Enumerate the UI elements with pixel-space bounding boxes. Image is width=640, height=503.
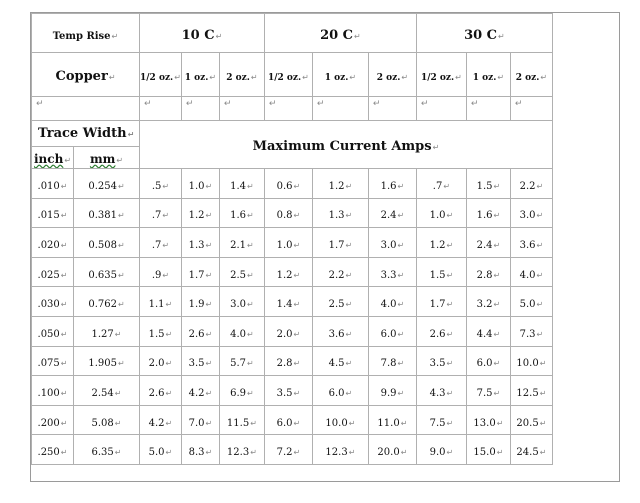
current-value: 2.0	[276, 328, 293, 340]
current-value: 2.4	[476, 239, 493, 251]
current-value-cell: 1.6↵	[466, 198, 510, 228]
current-value-cell: 2.0↵	[264, 316, 312, 346]
current-value-cell: 4.2↵	[181, 376, 219, 406]
trace-width-mm: 0.635	[88, 269, 117, 281]
current-value: 1.5	[148, 328, 165, 340]
current-value: 12.3	[325, 447, 348, 459]
current-value: 2.6	[148, 387, 165, 399]
current-value: 4.0	[519, 269, 536, 281]
temp-rise-cell: Temp Rise↵	[32, 14, 140, 53]
current-value-cell: 12.3↵	[312, 435, 368, 465]
current-value-cell: 6.9↵	[219, 376, 264, 406]
current-value-cell: 2.6↵	[140, 376, 182, 406]
current-value: 7.8	[380, 358, 397, 370]
current-value: 4.2	[148, 417, 165, 429]
current-value: 8.3	[188, 447, 205, 459]
trace-width-inch: .050	[37, 328, 60, 340]
current-value-cell: 7.0↵	[181, 405, 219, 435]
trace-width-inch-cell: .100↵	[32, 376, 74, 406]
trace-width-mm: 0.254	[88, 180, 117, 192]
current-value: 2.6	[429, 328, 446, 340]
current-value-cell: 7.3↵	[510, 316, 552, 346]
current-value-cell: 1.6↵	[368, 169, 416, 199]
current-value: 13.0	[473, 417, 496, 429]
current-value-cell: 4.3↵	[416, 376, 466, 406]
copper-weight-cell: 1 oz.↵	[181, 53, 219, 97]
current-value-cell: 7.5↵	[416, 405, 466, 435]
current-value: 4.0	[380, 299, 397, 311]
current-value-cell: 1.5↵	[140, 316, 182, 346]
current-value: 3.5	[188, 358, 205, 370]
current-value: 1.5	[429, 269, 446, 281]
current-value-cell: .9↵	[140, 257, 182, 287]
trace-width-mm: 0.508	[88, 239, 117, 251]
table-row	[32, 346, 553, 376]
trace-width-inch-cell: .030↵	[32, 287, 74, 317]
current-value: 7.3	[519, 328, 536, 340]
blank-cell: ↵	[32, 97, 140, 121]
copper-label: Copper	[55, 69, 108, 84]
current-value: 20.5	[516, 417, 539, 429]
trace-width-row	[32, 121, 553, 147]
current-value-cell: 10.0↵	[312, 405, 368, 435]
blank-cell: ↵	[219, 97, 264, 121]
trace-width-mm: 1.27	[91, 328, 114, 340]
current-value: 1.4	[276, 299, 293, 311]
current-value: 2.8	[276, 358, 293, 370]
current-value-cell: 2.1↵	[219, 228, 264, 258]
current-value: 1.3	[328, 210, 345, 222]
current-value-cell: 20.0↵	[368, 435, 416, 465]
trace-width-mm-cell: 5.08↵	[74, 405, 140, 435]
trace-width-inch: .075	[37, 358, 60, 370]
blank-cell: ↵	[368, 97, 416, 121]
current-value: 3.6	[519, 239, 536, 251]
current-value-cell: 2.4↵	[466, 228, 510, 258]
trace-width-inch-cell: .075↵	[32, 346, 74, 376]
current-value-cell: 1.2↵	[312, 169, 368, 199]
table-row	[32, 228, 553, 258]
current-value-cell: 7.5↵	[466, 376, 510, 406]
table-row	[32, 405, 553, 435]
trace-width-inch-cell: .050↵	[32, 316, 74, 346]
current-value-cell: 4.0↵	[510, 257, 552, 287]
current-value-cell: 5.0↵	[510, 287, 552, 317]
current-value: .5	[151, 180, 162, 192]
current-value-cell: 1.9↵	[181, 287, 219, 317]
copper-cell: Copper↵	[32, 53, 140, 97]
current-value: 2.1	[230, 239, 246, 251]
current-value: 4.4	[476, 328, 493, 340]
current-value-cell: 15.0↵	[466, 435, 510, 465]
current-value: 2.2	[328, 269, 345, 281]
current-value-cell: 3.0↵	[368, 228, 416, 258]
current-value-cell: 2.2↵	[312, 257, 368, 287]
current-value: 7.0	[188, 417, 205, 429]
trace-width-inch: .025	[37, 269, 60, 281]
table-row	[32, 257, 553, 287]
current-value-cell: .7↵	[140, 228, 182, 258]
current-value: 7.5	[476, 387, 493, 399]
current-value: 3.2	[476, 299, 493, 311]
current-value: 4.3	[429, 387, 446, 399]
current-value: 24.5	[516, 447, 539, 459]
current-value: 1.6	[230, 210, 246, 222]
current-value: 1.1	[148, 299, 165, 311]
current-value-cell: 5.7↵	[219, 346, 264, 376]
current-value: 1.2	[429, 239, 446, 251]
current-value: 20.0	[377, 447, 400, 459]
current-value-cell: .5↵	[140, 169, 182, 199]
data-rows	[32, 169, 553, 465]
current-value: 1.2	[328, 180, 345, 192]
current-value: 1.4	[230, 180, 246, 192]
temp-20-cell: 20 C↵	[264, 14, 416, 53]
current-value-cell: 11.5↵	[219, 405, 264, 435]
trace-width-mm-cell: 0.635↵	[74, 257, 140, 287]
current-value: 3.0	[519, 210, 536, 222]
current-value: 4.0	[230, 328, 246, 340]
current-value: 1.6	[380, 180, 397, 192]
current-value: 3.5	[429, 358, 446, 370]
table-row	[32, 316, 553, 346]
trace-width-mm: 6.35	[91, 447, 114, 459]
current-value: 5.0	[519, 299, 536, 311]
current-value: 1.0	[276, 239, 293, 251]
copper-weight-label: 1/2 oz.	[420, 73, 455, 83]
trace-width-mm-cell: 1.905↵	[74, 346, 140, 376]
copper-weight-label: 2 oz.	[376, 73, 401, 83]
current-value-cell: .7↵	[140, 198, 182, 228]
current-value: 15.0	[473, 447, 496, 459]
current-value: 3.0	[230, 299, 246, 311]
blank-cell: ↵	[312, 97, 368, 121]
trace-width-inch: .030	[37, 299, 60, 311]
current-value-cell: 2.4↵	[368, 198, 416, 228]
current-value-cell: 6.0↵	[368, 316, 416, 346]
current-value-cell: 3.5↵	[264, 376, 312, 406]
trace-width-mm-cell: 0.508↵	[74, 228, 140, 258]
trace-width-inch-cell: .020↵	[32, 228, 74, 258]
trace-width-mm: 2.54	[91, 387, 114, 399]
current-value-cell: 2.6↵	[416, 316, 466, 346]
current-value-cell: 6.0↵	[312, 376, 368, 406]
current-value-cell: 1.0↵	[416, 198, 466, 228]
blank-cell: ↵	[264, 97, 312, 121]
temp-30-label: 30 C	[464, 27, 498, 43]
current-value: 7.2	[276, 447, 293, 459]
copper-weight-label: 1/2 oz.	[140, 73, 174, 83]
trace-width-table-frame	[30, 12, 620, 482]
trace-width-inch-cell: .010↵	[32, 169, 74, 199]
copper-weight-cell: 2 oz.↵	[219, 53, 264, 97]
copper-weight-cell: 2 oz.↵	[368, 53, 416, 97]
current-value: 1.5	[476, 180, 493, 192]
blank-cell: ↵	[416, 97, 466, 121]
current-value-cell: 4.2↵	[140, 405, 182, 435]
table-row	[32, 287, 553, 317]
current-value-cell: 1.4↵	[219, 169, 264, 199]
current-value-cell: 1.4↵	[264, 287, 312, 317]
current-value-cell: 20.5↵	[510, 405, 552, 435]
current-value-cell: 3.0↵	[510, 198, 552, 228]
current-value: 3.6	[328, 328, 345, 340]
trace-width-mm: 5.08	[91, 417, 114, 429]
current-value-cell: 24.5↵	[510, 435, 552, 465]
current-value-cell: 11.0↵	[368, 405, 416, 435]
current-value-cell: 8.3↵	[181, 435, 219, 465]
current-value: 1.0	[429, 210, 446, 222]
current-value: 1.2	[276, 269, 293, 281]
trace-width-mm-cell: 6.35↵	[74, 435, 140, 465]
current-value-cell: 1.3↵	[312, 198, 368, 228]
blank-cell: ↵	[510, 97, 552, 121]
current-value: .9	[151, 269, 162, 281]
current-value: 1.6	[476, 210, 493, 222]
trace-width-mm-cell: 0.254↵	[74, 169, 140, 199]
temp-rise-label: Temp Rise	[52, 30, 111, 42]
trace-width-inch-cell: .015↵	[32, 198, 74, 228]
current-value: 1.7	[188, 269, 205, 281]
current-value-cell: 10.0↵	[510, 346, 552, 376]
current-value-cell: 3.5↵	[181, 346, 219, 376]
trace-width-inch: .200	[37, 417, 60, 429]
current-value: 12.5	[516, 387, 539, 399]
current-value-cell: 0.8↵	[264, 198, 312, 228]
blank-cell: ↵	[140, 97, 182, 121]
max-current-label: Maximum Current Amps	[252, 139, 432, 154]
current-value-cell: .7↵	[416, 169, 466, 199]
current-value: 6.0	[380, 328, 397, 340]
trace-width-inch: .020	[37, 239, 60, 251]
copper-weight-label: 1 oz.	[472, 73, 497, 83]
current-value: 7.5	[429, 417, 446, 429]
current-value: 6.9	[230, 387, 246, 399]
current-value-cell: 4.0↵	[219, 316, 264, 346]
current-value-cell: 12.3↵	[219, 435, 264, 465]
copper-weight-label: 2 oz.	[226, 73, 250, 83]
current-value: 4.2	[188, 387, 205, 399]
current-value: .7	[151, 239, 162, 251]
current-value-cell: 2.2↵	[510, 169, 552, 199]
trace-width-inch: .250	[37, 447, 60, 459]
current-value: 2.0	[148, 358, 165, 370]
current-value: 2.8	[476, 269, 493, 281]
current-value: 11.5	[226, 417, 250, 429]
current-value: 12.3	[226, 447, 250, 459]
current-value-cell: 2.0↵	[140, 346, 182, 376]
current-value-cell: 9.0↵	[416, 435, 466, 465]
current-value: 6.0	[476, 358, 493, 370]
copper-weight-label: 1 oz.	[184, 73, 209, 83]
current-value-cell: 2.8↵	[264, 346, 312, 376]
copper-weight-cell: 1 oz.↵	[466, 53, 510, 97]
current-value-cell: 2.8↵	[466, 257, 510, 287]
current-value-cell: 7.8↵	[368, 346, 416, 376]
current-value: 2.4	[380, 210, 397, 222]
trace-width-inch-cell: .250↵	[32, 435, 74, 465]
current-value: 3.3	[380, 269, 397, 281]
trace-width-mm: 0.762	[88, 299, 117, 311]
current-value: 1.7	[328, 239, 345, 251]
current-value-cell: 1.7↵	[312, 228, 368, 258]
current-value-cell: 6.0↵	[466, 346, 510, 376]
current-value-cell: 3.6↵	[312, 316, 368, 346]
current-value-cell: 9.9↵	[368, 376, 416, 406]
current-value: 10.0	[325, 417, 348, 429]
current-value: .7	[151, 210, 162, 222]
current-value: 3.5	[276, 387, 293, 399]
current-value-cell: 6.0↵	[264, 405, 312, 435]
copper-weight-row	[32, 53, 553, 97]
current-value-cell: 2.6↵	[181, 316, 219, 346]
trace-width-mm-cell: 0.381↵	[74, 198, 140, 228]
current-value-cell: 1.0↵	[264, 228, 312, 258]
copper-weight-cell: 1 oz.↵	[312, 53, 368, 97]
current-value-cell: 2.5↵	[219, 257, 264, 287]
copper-weight-label: 1 oz.	[324, 73, 349, 83]
copper-weight-cell: 1/2 oz.↵	[416, 53, 466, 97]
current-value: 1.0	[188, 180, 205, 192]
trace-width-mm-cell: 1.27↵	[74, 316, 140, 346]
current-value: 3.0	[380, 239, 397, 251]
current-value: 1.2	[188, 210, 205, 222]
current-value-cell: 13.0↵	[466, 405, 510, 435]
current-value: 9.0	[429, 447, 446, 459]
trace-width-inch: .010	[37, 180, 60, 192]
table-row	[32, 435, 553, 465]
mm-label: mm	[89, 152, 116, 166]
current-value: 6.0	[276, 417, 293, 429]
trace-width-inch: .015	[37, 210, 60, 222]
current-value: 10.0	[516, 358, 539, 370]
current-value: 2.5	[230, 269, 246, 281]
trace-width-mm-cell: 2.54↵	[74, 376, 140, 406]
blank-row	[32, 97, 553, 121]
current-value-cell: 12.5↵	[510, 376, 552, 406]
copper-weight-cell: 2 oz.↵	[510, 53, 552, 97]
current-value: 2.2	[519, 180, 536, 192]
blank-cell: ↵	[466, 97, 510, 121]
table-row	[32, 169, 553, 199]
blank-cell: ↵	[181, 97, 219, 121]
current-value-cell: 1.6↵	[219, 198, 264, 228]
inch-label: inch	[33, 152, 64, 166]
trace-width-mm: 0.381	[88, 210, 117, 222]
current-value-cell: 4.5↵	[312, 346, 368, 376]
trace-width-mm-cell: 0.762↵	[74, 287, 140, 317]
trace-width-cell: Trace Width↵	[32, 121, 140, 147]
current-value: 2.5	[328, 299, 345, 311]
temp-20-label: 20 C	[320, 27, 354, 43]
current-value: 6.0	[328, 387, 345, 399]
trace-width-mm: 1.905	[88, 358, 117, 370]
trace-width-inch-cell: .025↵	[32, 257, 74, 287]
current-value: 0.6	[276, 180, 293, 192]
trace-width-label: Trace Width	[38, 126, 127, 141]
current-value-cell: 1.5↵	[466, 169, 510, 199]
temp-30-cell: 30 C↵	[416, 14, 552, 53]
copper-weight-cell: 1/2 oz.↵	[264, 53, 312, 97]
current-value-cell: 1.2↵	[264, 257, 312, 287]
current-value-cell: 3.5↵	[416, 346, 466, 376]
max-current-cell: Maximum Current Amps↵	[140, 121, 553, 169]
trace-width-inch: .100	[37, 387, 60, 399]
temp-10-label: 10 C	[181, 27, 215, 43]
table-row	[32, 198, 553, 228]
current-value-cell: 3.6↵	[510, 228, 552, 258]
table-row	[32, 376, 553, 406]
current-value: 1.9	[188, 299, 205, 311]
current-value-cell: 5.0↵	[140, 435, 182, 465]
current-value-cell: 4.4↵	[466, 316, 510, 346]
temp-rise-row	[32, 14, 553, 53]
current-value-cell: 1.7↵	[181, 257, 219, 287]
current-value: 1.7	[429, 299, 446, 311]
current-value: 5.7	[230, 358, 246, 370]
current-value: .7	[432, 180, 443, 192]
current-value: 5.0	[148, 447, 165, 459]
current-value: 9.9	[380, 387, 397, 399]
current-value-cell: 3.0↵	[219, 287, 264, 317]
current-value: 4.5	[328, 358, 345, 370]
current-capacity-table	[31, 13, 553, 465]
current-value: 0.8	[276, 210, 293, 222]
current-value-cell: 7.2↵	[264, 435, 312, 465]
current-value-cell: 1.2↵	[181, 198, 219, 228]
current-value-cell: 1.1↵	[140, 287, 182, 317]
current-value-cell: 3.2↵	[466, 287, 510, 317]
current-value-cell: 0.6↵	[264, 169, 312, 199]
mm-cell: mm↵	[74, 147, 140, 169]
current-value: 2.6	[188, 328, 205, 340]
current-value-cell: 4.0↵	[368, 287, 416, 317]
current-value: 11.0	[377, 417, 400, 429]
current-value-cell: 1.2↵	[416, 228, 466, 258]
copper-weight-cell: 1/2 oz.↵	[140, 53, 182, 97]
current-value: 1.3	[188, 239, 205, 251]
current-value-cell: 1.3↵	[181, 228, 219, 258]
current-value-cell: 1.7↵	[416, 287, 466, 317]
copper-weight-label: 2 oz.	[515, 73, 540, 83]
current-value-cell: 3.3↵	[368, 257, 416, 287]
current-value-cell: 1.0↵	[181, 169, 219, 199]
temp-10-cell: 10 C↵	[140, 14, 265, 53]
current-value-cell: 2.5↵	[312, 287, 368, 317]
copper-weight-label: 1/2 oz.	[267, 73, 302, 83]
current-value-cell: 1.5↵	[416, 257, 466, 287]
trace-width-inch-cell: .200↵	[32, 405, 74, 435]
inch-cell: inch↵	[32, 147, 74, 169]
